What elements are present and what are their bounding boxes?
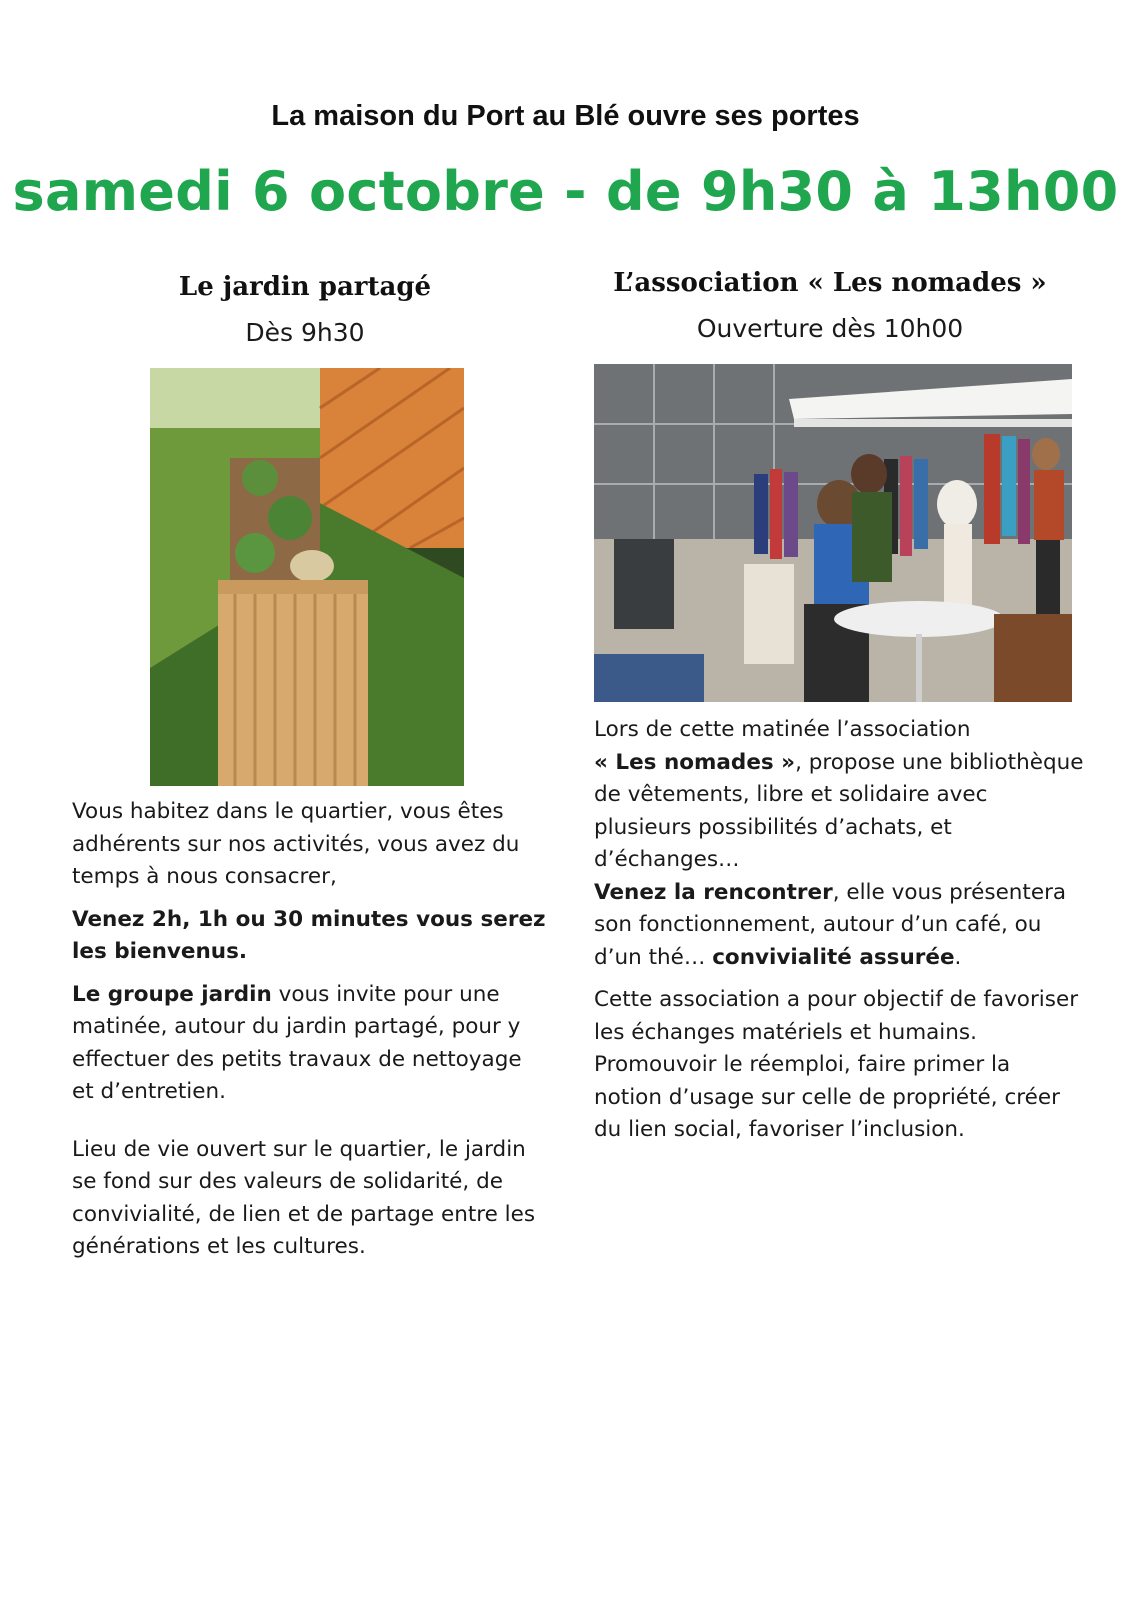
association-conviviality: convivialité assurée [712, 944, 955, 970]
garden-description [72, 796, 547, 1264]
garden-paragraph-group [72, 979, 547, 1109]
association-paragraph-meet [594, 877, 1084, 975]
association-photo [594, 364, 1072, 702]
association-intro-text: Lors de cette matinée l’association [594, 717, 971, 742]
association-time: Ouverture dès 10h00 [696, 314, 964, 343]
event-subtitle: La maison du Port au Blé ouvre ses portes [271, 100, 860, 132]
association-intro-rest: , propose une bibliothèque de vêtements, libre et solidaire avec plusieurs possibilités d’achats, et d’échanges… [594, 749, 1084, 872]
garden-group-text: vous invite pour une matinée, autour du jardin partagé, pour y effectuer des petits travaux de nettoyage et d’entretien. [72, 981, 522, 1104]
garden-paragraph-welcome: Venez 2h, 1h ou 30 minutes vous serez les bienvenus. [72, 906, 546, 964]
association-name: « Les nomades » [594, 749, 796, 775]
event-date-headline: samedi 6 octobre - de 9h30 à 13h00 [12, 160, 1119, 223]
garden-title: Le jardin partagé [178, 272, 432, 302]
association-paragraph-intro [594, 714, 1084, 877]
garden-paragraph-values: Lieu de vie ouvert sur le quartier, le jardin se fond sur des valeurs de solidarité, de convivialité, de lien et de partage entre les générations et les cultures. [72, 1136, 536, 1259]
garden-paragraph-intro: Vous habitez dans le quartier, vous êtes adhérents sur nos activités, vous avez du temps à nous consacrer, [72, 799, 520, 889]
garden-photo [150, 368, 464, 786]
association-paragraph-goal: Cette association a pour objectif de favoriser les échanges matériels et humains. Promouvoir le réemploi, faire primer la notion d’usage sur celle de propriété, créer du lien social, favoriser l’inclusion. [594, 987, 1079, 1142]
garden-group-name: Le groupe jardin [72, 981, 272, 1007]
association-title: L’association « Les nomades » [613, 268, 1047, 298]
garden-time: Dès 9h30 [245, 318, 365, 347]
association-description [594, 714, 1084, 1147]
association-meet-end: . [954, 944, 962, 970]
association-meet-cta: Venez la rencontrer [594, 879, 833, 905]
association-meet-text: , elle vous présentera son fonctionnement, autour d’un café, ou d’un thé… [594, 879, 1067, 970]
